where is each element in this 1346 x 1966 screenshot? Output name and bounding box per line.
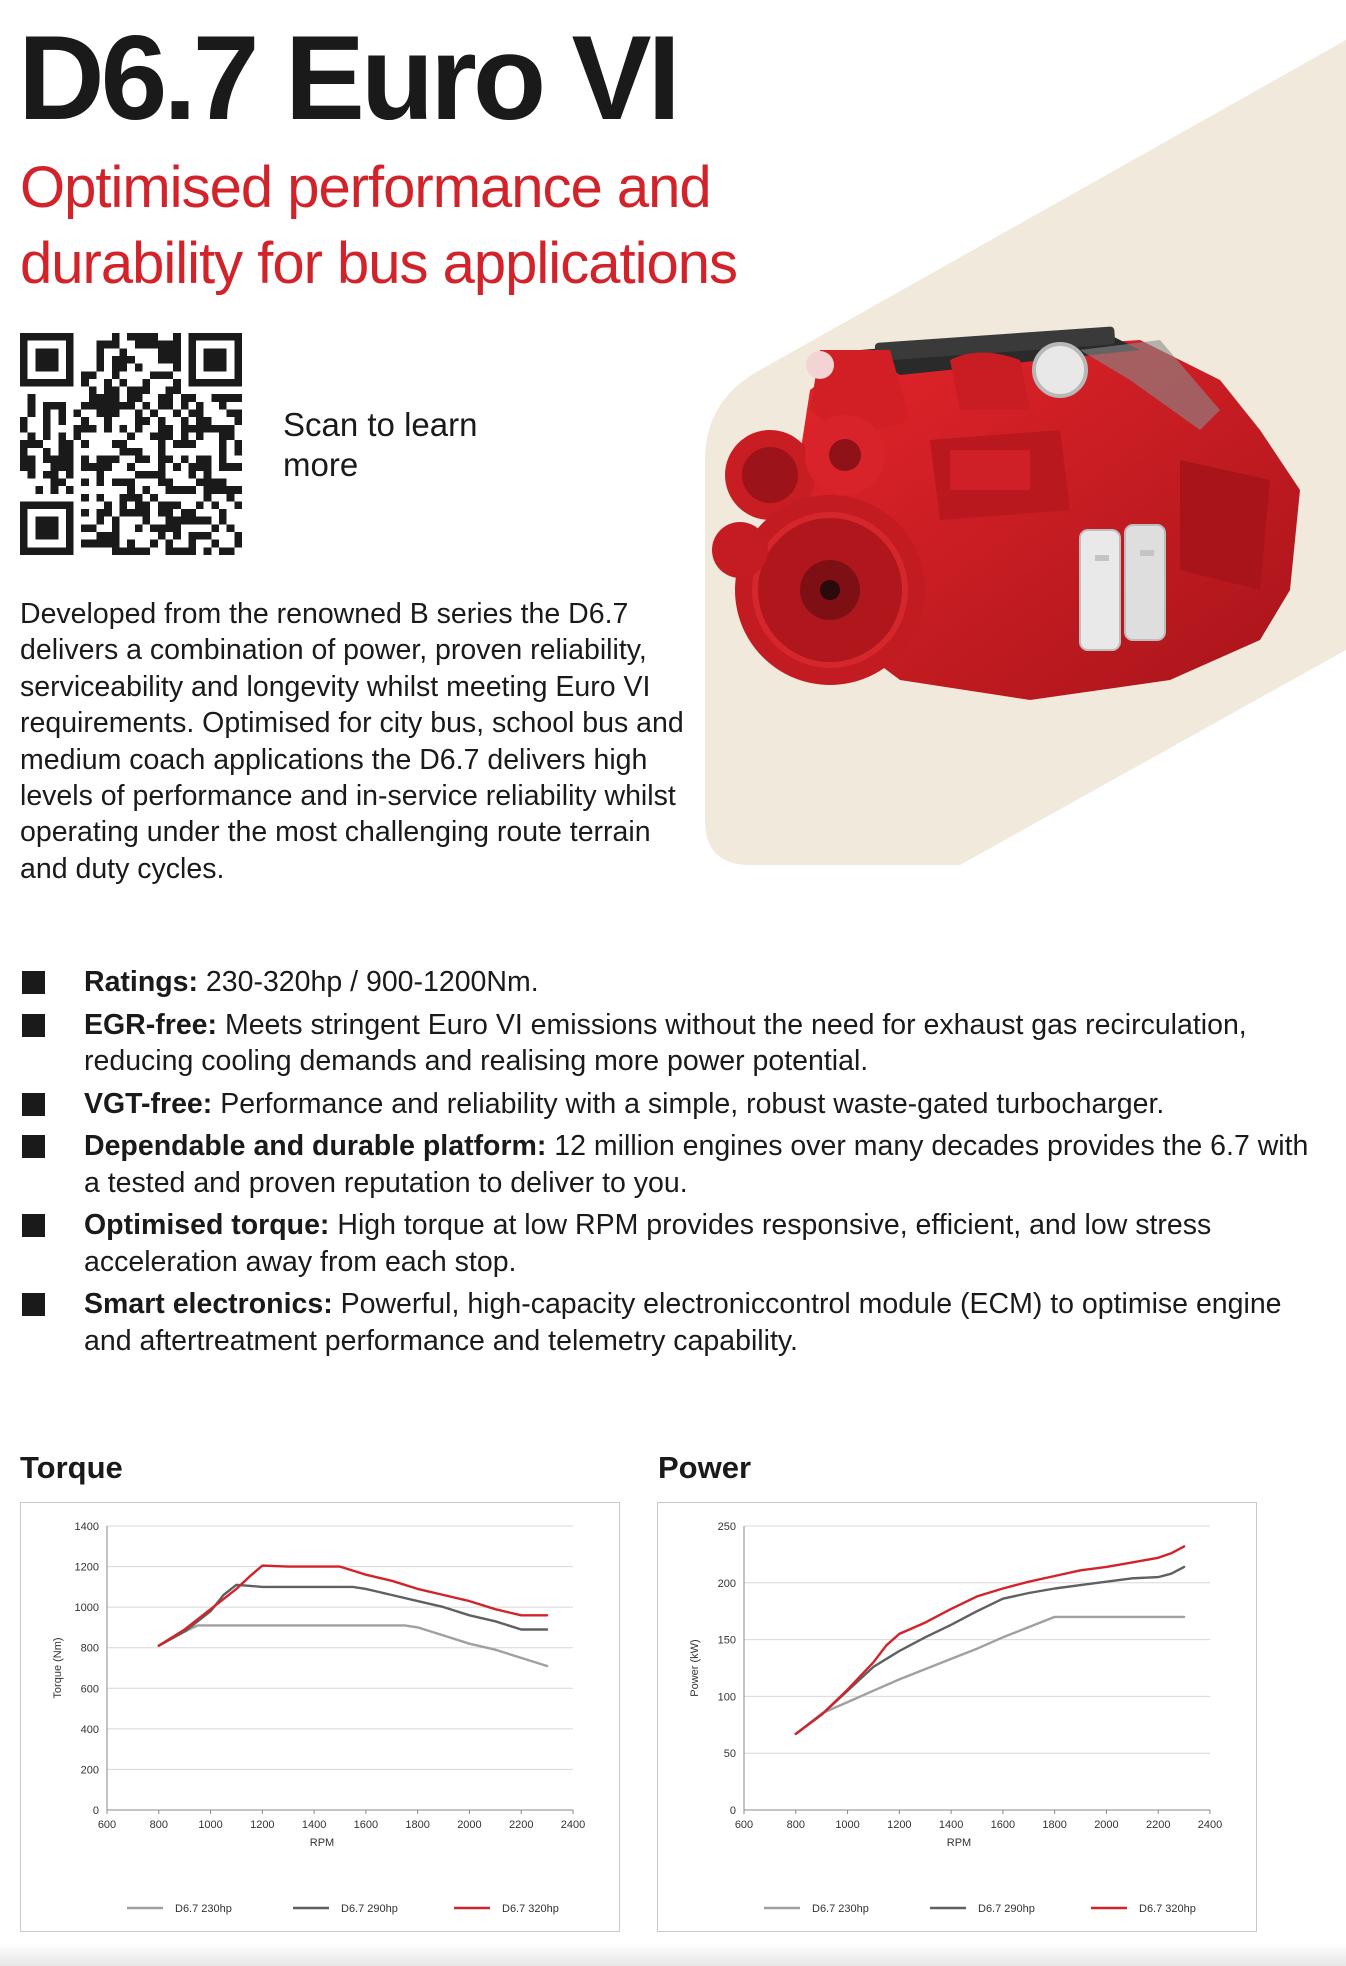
bullet-icon <box>22 1135 45 1158</box>
page-title: D6.7 Euro VI <box>18 11 677 145</box>
feature-item-platform <box>20 1128 1320 1201</box>
bullet-icon <box>22 1214 45 1237</box>
x-tick-label: 600 <box>734 1819 754 1831</box>
y-tick-label: 800 <box>80 1642 99 1655</box>
bottom-shade <box>0 1944 1346 1966</box>
x-tick-label: 800 <box>149 1819 168 1831</box>
x-tick-label: 1600 <box>990 1819 1016 1831</box>
legend-label: D6.7 290hp <box>341 1903 398 1915</box>
bullet-icon <box>22 1014 45 1037</box>
feature-item-egr-free <box>20 1007 1320 1080</box>
bullet-icon <box>22 971 45 994</box>
legend-label: D6.7 320hp <box>502 1903 559 1915</box>
y-axis-label: Torque (Nm) <box>52 1637 64 1699</box>
feature-text: 12 million engines over many decades provides the 6.7 with a tested and proven reputation to deliver to you. <box>84 1130 1309 1199</box>
legend-label: D6.7 290hp <box>978 1903 1035 1915</box>
torque-chart-svg <box>21 1503 619 1931</box>
y-tick-label: 100 <box>717 1691 736 1704</box>
x-tick-label: 1200 <box>887 1819 912 1831</box>
series-line-1 <box>159 1625 547 1666</box>
feature-text: Powerful, high-capacity electroniccontrol module (ECM) to optimise engine and aftertreatment performance and telemetry capability. <box>84 1288 1282 1357</box>
feature-label: VGT-free: <box>84 1087 213 1120</box>
torque-chart <box>20 1502 620 1932</box>
feature-label: Dependable and durable platform: <box>84 1130 547 1162</box>
x-tick-label: 1400 <box>938 1819 964 1831</box>
qr-caption: Scan to learn more <box>283 406 478 483</box>
feature-item-ratings <box>20 964 1320 1001</box>
x-tick-label: 2200 <box>1145 1819 1171 1831</box>
x-tick-label: 2400 <box>560 1819 586 1831</box>
feature-text: Performance and reliability with a simple, robust waste-gated turbocharger. <box>212 1087 1165 1120</box>
legend-label: D6.7 230hp <box>812 1903 869 1915</box>
x-tick-label: 1000 <box>198 1819 223 1831</box>
x-tick-label: 2000 <box>1094 1819 1119 1831</box>
series-line-1 <box>796 1617 1184 1734</box>
power-chart-svg <box>658 1503 1256 1931</box>
feature-label: Optimised torque: <box>84 1209 330 1241</box>
x-axis-label: RPM <box>946 1837 972 1849</box>
feature-text: Meets stringent Euro VI emissions without the need for exhaust gas recirculation, reducing cooling demands and realising more power potential. <box>84 1008 1247 1077</box>
power-chart <box>657 1502 1257 1932</box>
page-subtitle: Optimised performance and durability for bus applications <box>20 155 737 296</box>
power-chart-title: Power <box>658 1450 752 1485</box>
y-tick-label: 200 <box>80 1764 99 1777</box>
x-tick-label: 800 <box>786 1819 805 1831</box>
feature-text: High torque at low RPM provides responsive, efficient, and low stress acceleration away from each stop. <box>84 1209 1212 1278</box>
y-tick-label: 0 <box>92 1805 99 1817</box>
y-tick-label: 1400 <box>74 1521 99 1533</box>
y-tick-label: 200 <box>717 1577 736 1590</box>
series-line-3 <box>159 1566 547 1646</box>
series-line-2 <box>159 1585 547 1646</box>
y-tick-label: 400 <box>80 1723 99 1736</box>
feature-list <box>20 964 1320 1365</box>
x-tick-label: 2000 <box>457 1819 482 1831</box>
y-tick-label: 1200 <box>74 1561 99 1574</box>
torque-chart-title: Torque <box>20 1450 123 1485</box>
qr-code[interactable] <box>20 333 242 555</box>
intro-paragraph: Developed from the renowned B series the D6.7 delivers a combination of power, proven reliability, serviceability and longevity whilst meeting Euro VI requirements. Optimised for city bus, school bus and medium coach applications the D6.7 delivers high levels of performance and in-service reliability whilst operating under the most challenging route terrain and duty cycles. <box>20 598 684 885</box>
x-axis-label: RPM <box>309 1837 335 1849</box>
legend-label: D6.7 320hp <box>1139 1903 1196 1915</box>
x-tick-label: 1800 <box>405 1819 430 1831</box>
feature-label: Smart electronics: <box>84 1288 333 1320</box>
y-tick-label: 250 <box>717 1521 736 1533</box>
x-tick-label: 1000 <box>835 1819 860 1831</box>
engine-image <box>700 320 1320 740</box>
feature-item-vgt-free <box>20 1086 1320 1123</box>
feature-label: Ratings: <box>84 966 198 998</box>
y-tick-label: 0 <box>729 1805 736 1817</box>
x-tick-label: 2200 <box>508 1819 534 1831</box>
y-tick-label: 1000 <box>74 1602 99 1615</box>
y-tick-label: 600 <box>80 1683 99 1696</box>
bullet-icon <box>22 1293 45 1316</box>
feature-text: 230-320hp / 900-1200Nm. <box>198 966 539 998</box>
feature-item-electronics <box>20 1286 1320 1359</box>
series-line-3 <box>796 1546 1184 1734</box>
x-tick-label: 1600 <box>353 1819 379 1831</box>
y-axis-label: Power (kW) <box>689 1639 701 1697</box>
x-tick-label: 1800 <box>1042 1819 1067 1831</box>
x-tick-label: 1200 <box>250 1819 275 1831</box>
feature-label: EGR-free: <box>84 1008 218 1041</box>
y-tick-label: 50 <box>723 1748 736 1761</box>
x-tick-label: 1400 <box>301 1819 327 1831</box>
y-tick-label: 150 <box>717 1634 736 1647</box>
legend-label: D6.7 230hp <box>175 1903 232 1915</box>
feature-item-torque <box>20 1207 1320 1280</box>
x-tick-label: 600 <box>97 1819 117 1831</box>
bullet-icon <box>22 1093 45 1116</box>
x-tick-label: 2400 <box>1197 1819 1223 1831</box>
